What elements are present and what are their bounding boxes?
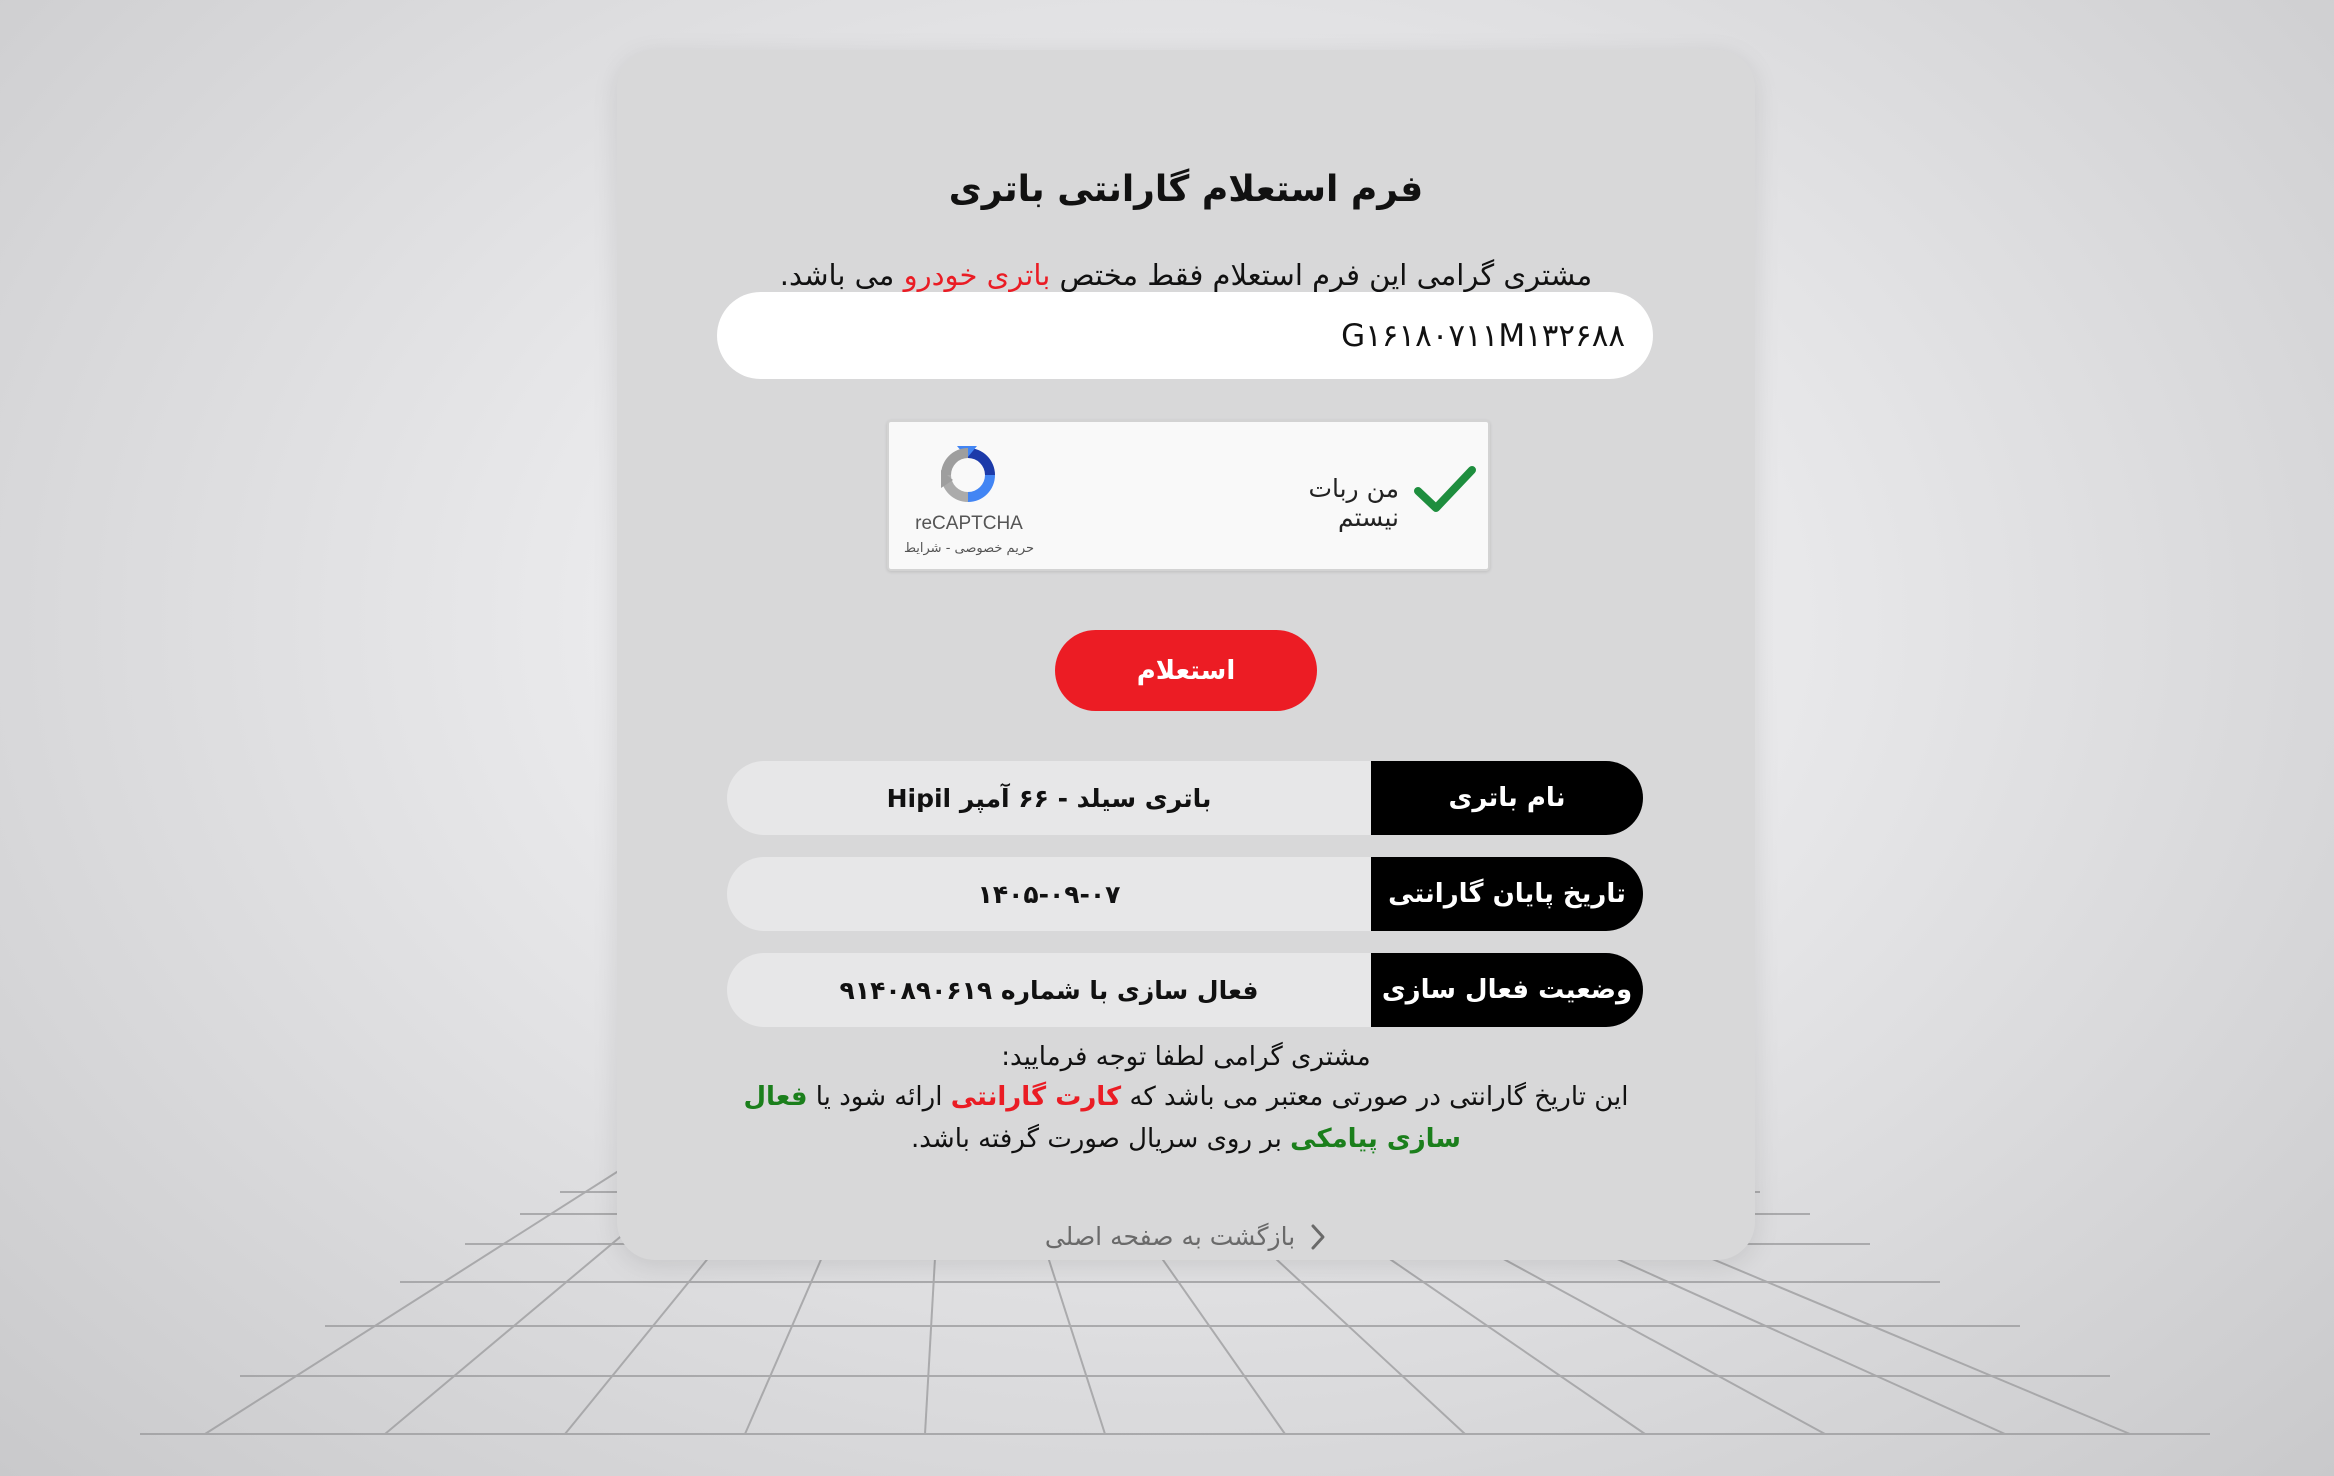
notice-text-part: این تاریخ گارانتی در صورتی معتبر می باشد که — [1121, 1082, 1629, 1112]
back-link-label: بازگشت به صفحه اصلی — [1044, 1222, 1296, 1251]
result-value: ۱۴۰۵-۰۹-۰۷ — [727, 857, 1371, 931]
page-title: فرم استعلام گارانتی باتری — [948, 169, 1424, 210]
chevron-right-icon — [1309, 1223, 1327, 1251]
captcha-label: من ربات نیستم — [1308, 474, 1399, 532]
notice-heading: مشتری گرامی لطفا توجه فرمایید: — [1001, 1042, 1371, 1072]
result-value: باتری سیلد - ۶۶ آمپر Hipil — [727, 761, 1371, 835]
subtitle-highlight: باتری خودرو — [903, 258, 1051, 292]
recaptcha-logo-icon — [935, 442, 1001, 508]
notice-text — [737, 1076, 1635, 1160]
subtitle-text-end: می باشد. — [779, 258, 904, 292]
recaptcha-privacy-terms-links[interactable]: حریم خصوصی - شرایط — [903, 541, 1035, 556]
warranty-card-highlight: کارت گارانتی — [950, 1082, 1122, 1112]
back-to-home-link[interactable] — [617, 1222, 1755, 1251]
recaptcha-brand-text: reCAPTCHA — [915, 513, 1023, 534]
result-row-warranty-end-date — [727, 857, 1643, 931]
subtitle-text: مشتری گرامی این فرم استعلام فقط مختص — [1050, 258, 1593, 292]
checkmark-icon[interactable] — [1414, 464, 1476, 516]
result-label: وضعیت فعال سازی — [1371, 953, 1643, 1027]
recaptcha-widget — [887, 420, 1490, 571]
result-label: تاریخ پایان گارانتی — [1371, 857, 1643, 931]
inquiry-submit-button[interactable]: استعلام — [1055, 630, 1317, 711]
result-row-battery-name — [727, 761, 1643, 835]
warranty-inquiry-card — [617, 50, 1755, 1260]
notice-text-part: بر روی سریال صورت گرفته باشد. — [911, 1124, 1291, 1154]
result-value: فعال سازی با شماره ۹۱۴۰۸۹۰۶۱۹ — [727, 953, 1371, 1027]
serial-number-input[interactable] — [717, 292, 1653, 379]
notice-text-part: ارائه شود یا — [807, 1082, 951, 1112]
result-label: نام باتری — [1371, 761, 1643, 835]
sms-activation-highlight: فعال سازی پیامکی — [743, 1082, 1461, 1154]
result-row-activation-status — [727, 953, 1643, 1027]
